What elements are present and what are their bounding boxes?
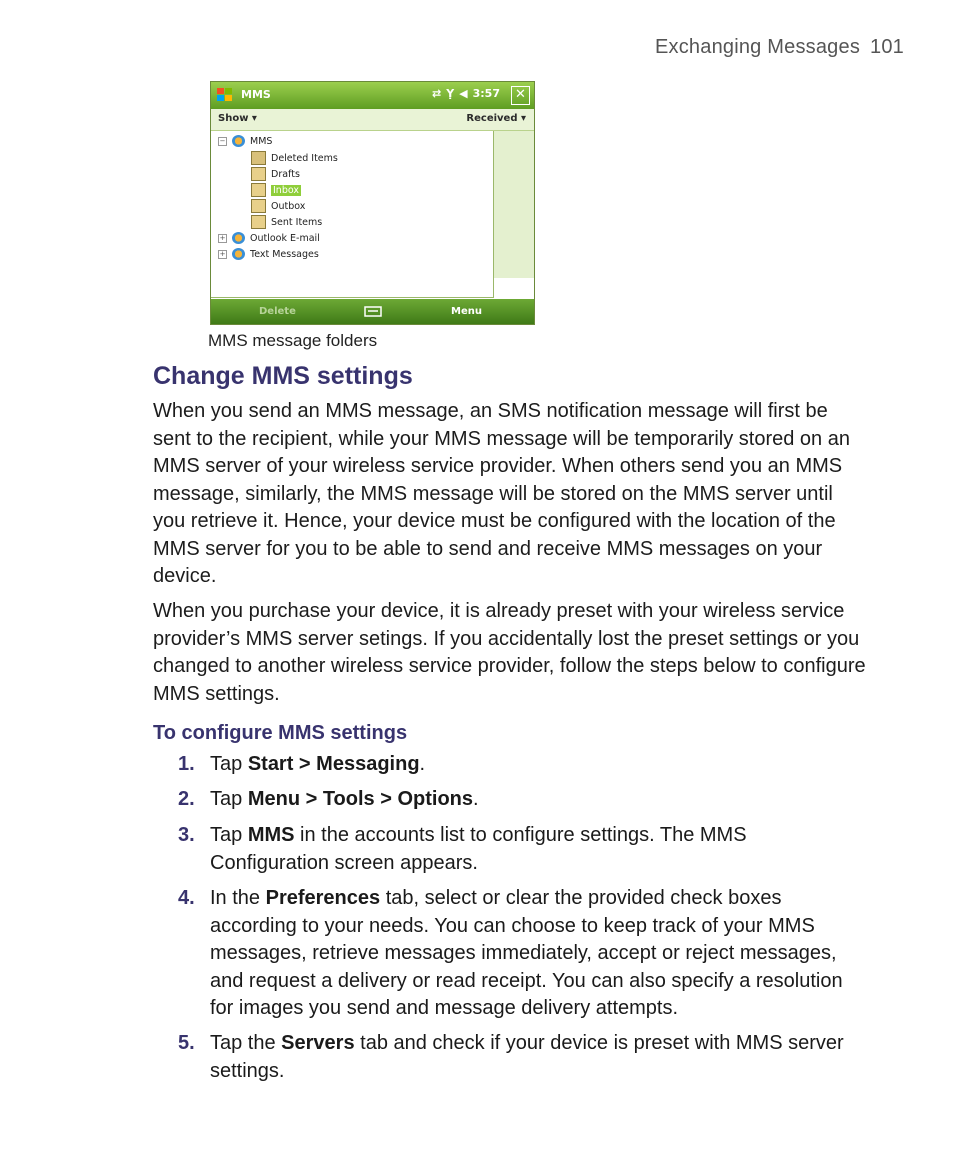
step-item [178,1030,868,1085]
step-number: 5. [178,1032,195,1054]
tree-node-label: Outbox [271,200,306,212]
step-number: 2. [178,788,195,810]
status-area [432,87,500,100]
app-title: MMS [241,88,271,101]
inbox-folder-icon [251,183,266,197]
expand-icon[interactable]: + [219,233,226,242]
mms-folders-screenshot [210,81,535,325]
collapse-icon[interactable]: − [219,136,226,145]
step-item [178,786,868,814]
tree-node-sent-items[interactable] [251,215,322,229]
step-number: 3. [178,824,195,846]
menu-softkey[interactable]: Menu [451,306,482,317]
body-paragraph: When you send an MMS message, an SMS notification message will first be sent to the recipient, while your MMS message will be temporarily stored on an MMS server of your wireless service provider. When others send you an MMS message, similarly, the MMS message will be stored on the MMS server until you retrieve it. Hence, your device must be configured with the location of the MMS server for you to be able to send and receive MMS messages on your device. [153,400,850,587]
clock: 3:57 [472,87,500,100]
step-text: Tap Menu > Tools > Options. [210,788,479,810]
volume-icon: ◀ [459,87,468,100]
tree-node-label: MMS [250,135,273,147]
step-text: Tap MMS in the accounts list to configure settings. The MMS Configuration screen appears. [210,824,747,874]
menu-bar [211,109,534,131]
signal-icon: Ỵ [446,87,455,100]
tree-node-deleted-items[interactable] [251,151,338,165]
expand-icon[interactable]: + [219,249,226,258]
tree-node-inbox[interactable] [251,183,301,197]
tree-node-label: Deleted Items [271,152,338,164]
tree-node-outlook-email[interactable] [218,232,320,244]
section-name: Exchanging Messages [654,36,861,58]
tree-node-label: Outlook E-mail [250,232,320,244]
sync-icon: ⇄ [431,87,442,100]
softkey-bar [211,299,534,324]
trash-folder-icon [251,151,266,165]
title-bar [211,82,534,109]
tree-node-label-selected: Inbox [273,184,299,196]
body-paragraph: When you purchase your device, it is already preset with your wireless service provider’s MMS server setings. If you accidentally lost the preset settings or you changed to another wireless service provider, follow the steps below to configure MMS settings. [153,600,866,705]
tree-node-mms[interactable] [218,135,272,147]
step-item [178,822,868,877]
step-text: Tap the Servers tab and check if your device is preset with MMS server settings. [210,1032,844,1082]
figure-caption: MMS message folders [208,331,378,350]
account-icon [232,248,245,260]
keyboard-icon[interactable] [364,304,382,318]
running-head [655,36,904,59]
page-number: 101 [870,36,904,58]
step-item [178,885,868,1023]
tree-node-drafts[interactable] [251,167,300,181]
scrollbar[interactable] [493,131,534,278]
windows-start-icon[interactable] [216,86,234,104]
sent-folder-icon [251,215,266,229]
show-dropdown[interactable]: Show ▾ [218,113,257,124]
delete-softkey[interactable]: Delete [259,306,296,317]
procedure-heading: To configure MMS settings [153,722,408,744]
step-text: Tap Start > Messaging. [210,753,426,775]
step-text: In the Preferences tab, select or clear the provided check boxes according to your needs. You can choose to keep track of your MMS messages, retrieve messages immediately, accept or reject messages, and request a delivery or read receipt. You can also specify a resolution for images you send and message delivery attempts. [210,887,843,1019]
tree-node-label: Drafts [271,168,300,180]
tree-node-label: Sent Items [271,216,323,228]
close-icon[interactable]: ✕ [511,86,530,105]
drafts-folder-icon [251,167,266,181]
account-icon [232,232,245,244]
step-number: 1. [178,753,195,775]
tree-node-label: Text Messages [250,248,319,260]
outbox-folder-icon [251,199,266,213]
tree-node-outbox[interactable] [251,199,305,213]
step-number: 4. [178,887,195,909]
section-heading: Change MMS settings [153,362,413,390]
sort-dropdown[interactable]: Received ▾ [466,113,526,124]
account-icon [232,135,245,147]
step-item [178,751,868,779]
tree-node-text-messages[interactable] [218,248,319,260]
